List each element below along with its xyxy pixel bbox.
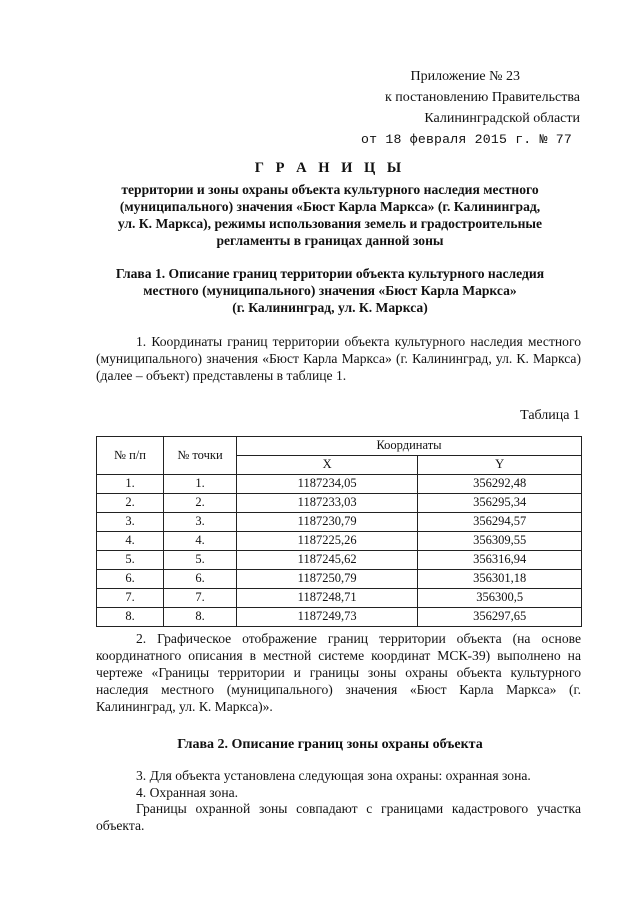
subtitle-line: ул. К. Маркса), режимы использования земель и градостроительные: [117, 216, 543, 231]
subtitle-line: регламенты в границах данной зоны: [216, 233, 444, 248]
table-row: [97, 551, 582, 570]
paragraph-5-text: Границы охранной зоны совпадают с границами кадастрового участка объекта.: [96, 801, 581, 833]
cell-point: 1.: [164, 475, 237, 494]
cell-y: 356316,94: [418, 551, 582, 570]
cell-num: 1.: [97, 475, 164, 494]
annex-line-4: от 18 февраля 2015 г. № 77: [361, 132, 572, 147]
cell-y: 356297,65: [418, 608, 582, 627]
cell-x: 1187248,71: [237, 589, 418, 608]
cell-num: 5.: [97, 551, 164, 570]
cell-point: 7.: [164, 589, 237, 608]
paragraph-4-text: 4. Охранная зона.: [136, 785, 239, 800]
paragraph-1: [96, 333, 581, 384]
chapter-1-heading: [80, 265, 580, 316]
chapter-1-line: местного (муниципального) значения «Бюст Карла Маркса»: [143, 283, 517, 298]
cell-point: 6.: [164, 570, 237, 589]
cell-y: 356295,34: [418, 494, 582, 513]
cell-x: 1187245,62: [237, 551, 418, 570]
annex-line-1: Приложение № 23: [410, 69, 520, 84]
cell-num: 2.: [97, 494, 164, 513]
header-y: Y: [418, 456, 582, 475]
cell-x: 1187234,05: [237, 475, 418, 494]
document-title: Г Р А Н И Ц Ы: [254, 160, 406, 176]
cell-y: 356300,5: [418, 589, 582, 608]
cell-x: 1187230,79: [237, 513, 418, 532]
paragraph-2: [96, 630, 581, 715]
table-row: [97, 532, 582, 551]
chapter-1-line: (г. Калининград, ул. К. Маркса): [232, 300, 428, 315]
header-coordinates: Координаты: [237, 437, 582, 456]
cell-point: 3.: [164, 513, 237, 532]
annex-line-3: Калининградской области: [424, 111, 580, 126]
table-row: [97, 513, 582, 532]
header-x: X: [237, 456, 418, 475]
cell-num: 8.: [97, 608, 164, 627]
subtitle-line: (муниципального) значения «Бюст Карла Маркса» (г. Калининград,: [119, 199, 541, 214]
table-row: [97, 494, 582, 513]
cell-y: 356294,57: [418, 513, 582, 532]
cell-point: 5.: [164, 551, 237, 570]
table-row: [97, 570, 582, 589]
document-subtitle: [80, 181, 580, 249]
cell-y: 356309,55: [418, 532, 582, 551]
table-row: [97, 608, 582, 627]
paragraph-3-block: [96, 767, 581, 801]
cell-point: 4.: [164, 532, 237, 551]
cell-x: 1187233,03: [237, 494, 418, 513]
table-row: [97, 589, 582, 608]
annex-line-2: к постановлению Правительства: [384, 90, 580, 105]
annex-block: [340, 66, 580, 150]
coordinates-table: [96, 436, 582, 627]
cell-point: 8.: [164, 608, 237, 627]
cell-y: 356292,48: [418, 475, 582, 494]
paragraph-5-block: [96, 800, 581, 834]
paragraph-2-text: 2. Графическое отображение границ территории объекта (на основе координатного описания в местной системе координат МСК-39) выполнено на чертеже «Границы территории и границы зоны охраны объекта культурного наследия местного (муниципального) значения «Бюст Карла Маркса» (г. Калининград, ул. К. Маркса)».: [96, 631, 581, 714]
cell-x: 1187225,26: [237, 532, 418, 551]
table-row: [97, 475, 582, 494]
chapter-1-line: Глава 1. Описание границ территории объекта культурного наследия: [115, 266, 545, 281]
header-point: № точки: [164, 437, 237, 475]
chapter-2-heading: Глава 2. Описание границ зоны охраны объекта: [177, 737, 483, 752]
cell-num: 6.: [97, 570, 164, 589]
paragraph-1-text: 1. Координаты границ территории объекта культурного наследия местного (муниципального) значения «Бюст Карла Маркса» (г. Калининград, ул. К. Маркса) (далее – объект) представлены в таблице 1.: [96, 334, 581, 383]
header-num: № п/п: [97, 437, 164, 475]
cell-num: 7.: [97, 589, 164, 608]
paragraph-3-text: 3. Для объекта установлена следующая зона охраны: охранная зона.: [136, 768, 531, 783]
cell-point: 2.: [164, 494, 237, 513]
cell-x: 1187250,79: [237, 570, 418, 589]
cell-x: 1187249,73: [237, 608, 418, 627]
subtitle-line: территории и зоны охраны объекта культурного наследия местного: [121, 182, 539, 197]
cell-y: 356301,18: [418, 570, 582, 589]
cell-num: 4.: [97, 532, 164, 551]
cell-num: 3.: [97, 513, 164, 532]
table-label: Таблица 1: [520, 408, 580, 423]
